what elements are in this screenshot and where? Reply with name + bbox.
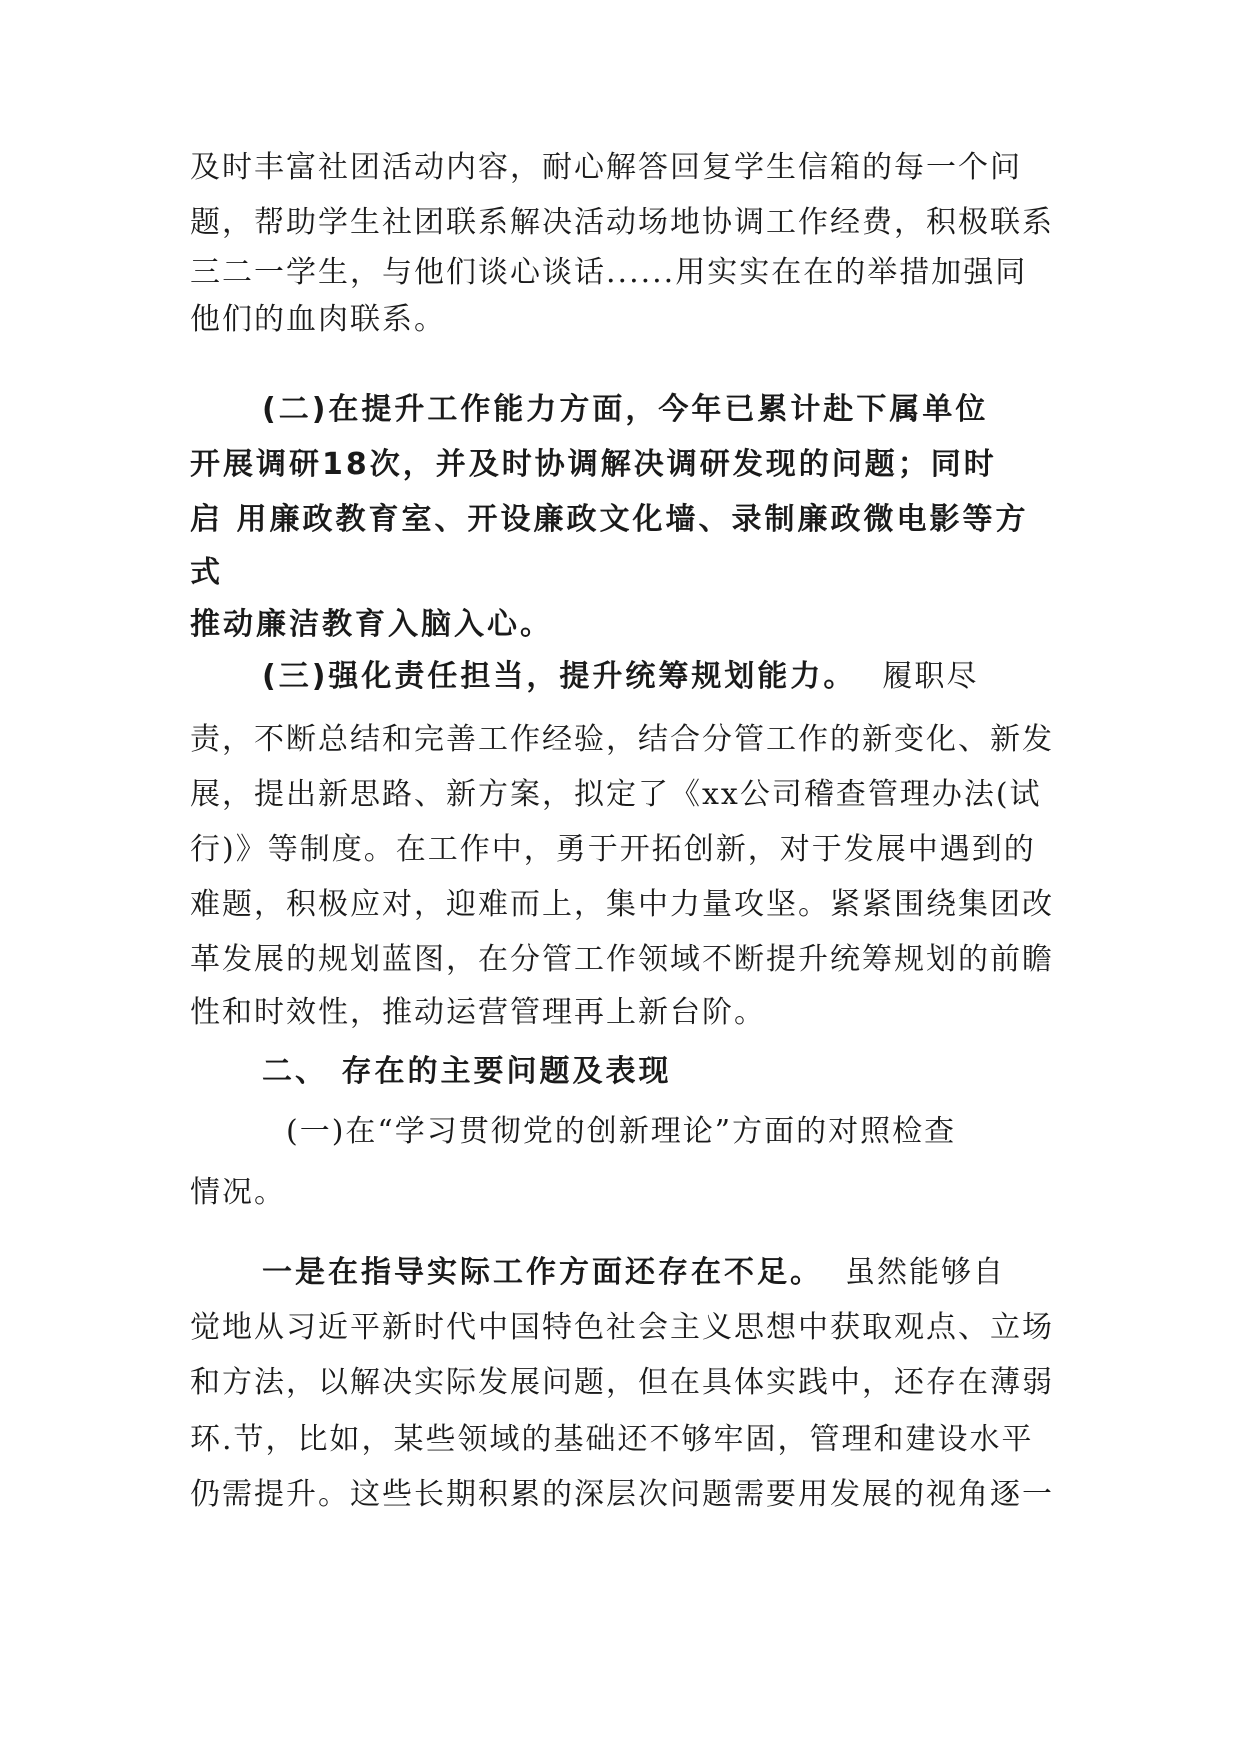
subsection-1-line-2: 情况。 xyxy=(190,1175,286,1210)
paragraph-2-line-2: 开展调研18次，并及时协调解决调研发现的问题；同时 xyxy=(190,447,997,482)
section-2-title: 二、 存在的主要问题及表现 xyxy=(262,1054,672,1089)
subsection-1-line-1: (一)在“学习贯彻党的创新理论”方面的对照检查 xyxy=(286,1114,957,1149)
paragraph-1-line-4: 他们的血肉联系。 xyxy=(190,302,446,337)
paragraph-1-line-2: 题，帮助学生社团联系解决活动场地协调工作经费，积极联系 xyxy=(190,205,1054,240)
paragraph-3-line-6: 性和时效性，推动运营管理再上新台阶。 xyxy=(190,995,766,1030)
paragraph-3-heading-line xyxy=(262,657,978,697)
paragraph-4-line-3: 环.节，比如，某些领域的基础还不够牢固，管理和建设水平 xyxy=(190,1422,1034,1457)
paragraph-3-line-2: 展，提出新思路、新方案，拟定了《xx公司稽查管理办法(试 xyxy=(190,777,1042,812)
paragraph-2-line-5: 推动廉洁教育入脑入心。 xyxy=(190,607,553,642)
paragraph-3-heading: (三)强化责任担当，提升统筹规划能力。 xyxy=(262,659,857,694)
paragraph-2-line-1: (二)在提升工作能力方面，今年已累计赴下属单位 xyxy=(262,392,989,427)
paragraph-2-line-3: 启 用廉政教育室、开设廉政文化墙、录制廉政微电影等方 xyxy=(190,502,1029,537)
paragraph-4-line-2: 和方法，以解决实际发展问题，但在具体实践中，还存在薄弱 xyxy=(190,1365,1054,1400)
paragraph-3-line-4: 难题，积极应对，迎难而上，集中力量攻坚。紧紧围绕集团改 xyxy=(190,887,1054,922)
paragraph-4-line-4: 仍需提升。这些长期积累的深层次问题需要用发展的视角逐一 xyxy=(190,1477,1054,1512)
paragraph-4-heading-line xyxy=(262,1253,1005,1293)
paragraph-2-line-4: 式 xyxy=(190,555,223,590)
paragraph-4-line-1: 觉地从习近平新时代中国特色社会主义思想中获取观点、立场 xyxy=(190,1310,1054,1345)
paragraph-1-line-3: 三二一学生，与他们谈心谈话......用实实在在的举措加强同 xyxy=(190,255,1028,290)
paragraph-3-line-5: 革发展的规划蓝图，在分管工作领域不断提升统筹规划的前瞻 xyxy=(190,942,1054,977)
paragraph-4-heading: 一是在指导实际工作方面还存在不足。 xyxy=(262,1255,823,1290)
paragraph-3-line-1: 责，不断总结和完善工作经验，结合分管工作的新变化、新发 xyxy=(190,722,1054,757)
paragraph-4-heading-tail: 虽然能够自 xyxy=(845,1255,1005,1290)
paragraph-1-line-1: 及时丰富社团活动内容，耐心解答回复学生信箱的每一个问 xyxy=(190,150,1022,185)
paragraph-3-line-3: 行)》等制度。在工作中，勇于开拓创新，对于发展中遇到的 xyxy=(190,832,1036,867)
paragraph-3-heading-tail: 履职尽 xyxy=(882,659,979,694)
